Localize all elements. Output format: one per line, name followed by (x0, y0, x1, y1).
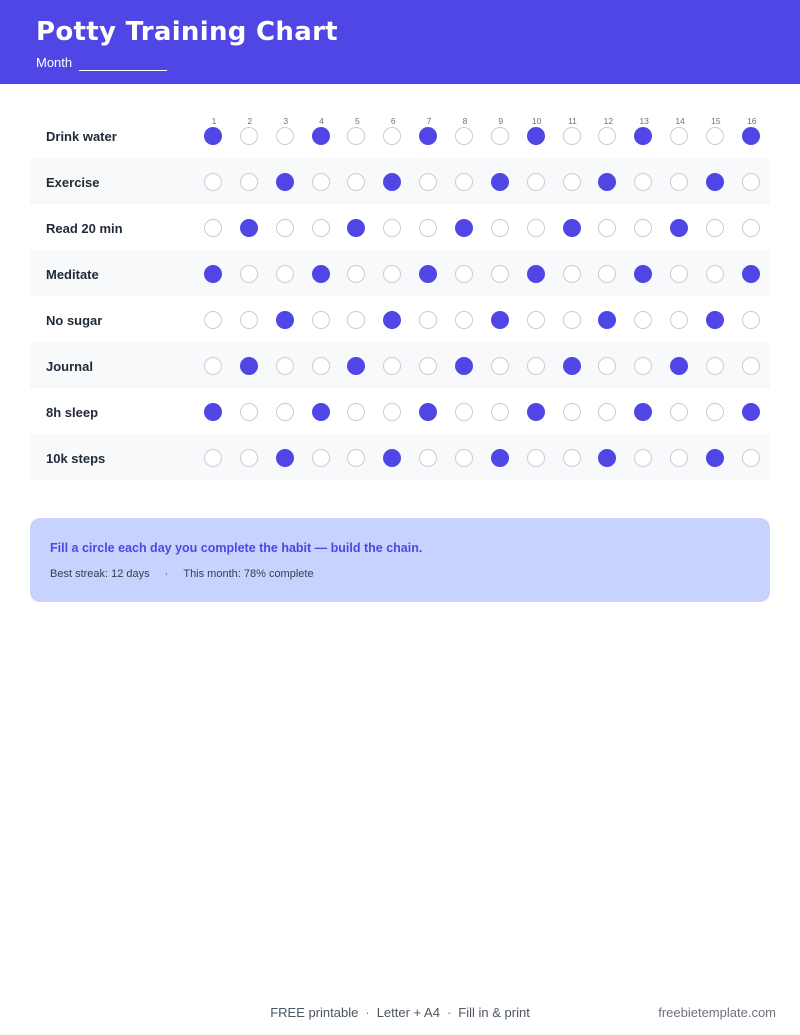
filled-day-circle[interactable] (240, 219, 258, 237)
empty-day-circle[interactable] (419, 173, 437, 191)
habit-label: Journal (46, 359, 93, 374)
day-number: 16 (747, 116, 757, 126)
habit-row (30, 296, 770, 342)
empty-day-circle[interactable] (383, 127, 401, 145)
empty-day-circle[interactable] (491, 219, 509, 237)
empty-day-circle[interactable] (742, 357, 760, 375)
filled-day-circle[interactable] (598, 173, 616, 191)
footer-site[interactable]: freebietemplate.com (658, 1005, 776, 1020)
filled-day-circle[interactable] (204, 403, 222, 421)
filled-day-circle[interactable] (706, 173, 724, 191)
empty-day-circle[interactable] (276, 127, 294, 145)
filled-day-circle[interactable] (383, 449, 401, 467)
day-number: 14 (675, 116, 685, 126)
day-number: 4 (319, 116, 324, 126)
day-number: 7 (426, 116, 432, 126)
empty-day-circle[interactable] (634, 219, 652, 237)
empty-day-circle[interactable] (563, 311, 581, 329)
empty-day-circle[interactable] (670, 265, 688, 283)
filled-day-circle[interactable] (312, 265, 330, 283)
filled-day-circle[interactable] (383, 173, 401, 191)
habit-row (30, 158, 770, 204)
empty-day-circle[interactable] (312, 173, 330, 191)
habit-row (30, 112, 770, 158)
empty-day-circle[interactable] (276, 265, 294, 283)
filled-day-circle[interactable] (634, 127, 652, 145)
empty-day-circle[interactable] (312, 357, 330, 375)
habit-row (30, 204, 770, 250)
empty-day-circle[interactable] (634, 173, 652, 191)
habit-row (30, 434, 770, 480)
empty-day-circle[interactable] (383, 265, 401, 283)
filled-day-circle[interactable] (204, 265, 222, 283)
empty-day-circle[interactable] (527, 449, 545, 467)
empty-day-circle[interactable] (347, 311, 365, 329)
day-number: 12 (603, 116, 614, 126)
footer-item: Letter + A4 (376, 1005, 440, 1020)
empty-day-circle[interactable] (276, 357, 294, 375)
habit-label: Meditate (46, 267, 99, 282)
habit-label: Read 20 min (46, 221, 123, 236)
empty-day-circle[interactable] (670, 311, 688, 329)
day-number: 13 (639, 116, 649, 126)
empty-day-circle[interactable] (670, 127, 688, 145)
filled-day-circle[interactable] (419, 265, 437, 283)
note-stats (50, 568, 314, 580)
empty-day-circle[interactable] (312, 311, 330, 329)
filled-day-circle[interactable] (527, 127, 545, 145)
empty-day-circle[interactable] (240, 403, 258, 421)
filled-day-circle[interactable] (563, 219, 581, 237)
empty-day-circle[interactable] (742, 311, 760, 329)
empty-day-circle[interactable] (347, 173, 365, 191)
habit-label: Exercise (46, 175, 100, 190)
filled-day-circle[interactable] (527, 403, 545, 421)
filled-day-circle[interactable] (204, 127, 222, 145)
filled-day-circle[interactable] (742, 403, 760, 421)
footer-item: FREE printable (270, 1005, 359, 1020)
empty-day-circle[interactable] (383, 357, 401, 375)
empty-day-circle[interactable] (491, 127, 509, 145)
filled-day-circle[interactable] (240, 357, 258, 375)
habit-label: 8h sleep (46, 405, 99, 420)
filled-day-circle[interactable] (742, 127, 760, 145)
empty-day-circle[interactable] (347, 265, 365, 283)
habit-row (30, 342, 770, 388)
footer-separator: · (365, 1005, 370, 1020)
empty-day-circle[interactable] (670, 449, 688, 467)
empty-day-circle[interactable] (276, 403, 294, 421)
habit-row (30, 250, 770, 296)
filled-day-circle[interactable] (598, 311, 616, 329)
filled-day-circle[interactable] (383, 311, 401, 329)
empty-day-circle[interactable] (204, 311, 222, 329)
empty-day-circle[interactable] (240, 173, 258, 191)
empty-day-circle[interactable] (527, 219, 545, 237)
day-number: 11 (568, 116, 577, 126)
empty-day-circle[interactable] (706, 357, 724, 375)
day-number: 3 (283, 116, 289, 126)
empty-day-circle[interactable] (240, 265, 258, 283)
filled-day-circle[interactable] (670, 357, 688, 375)
empty-day-circle[interactable] (670, 403, 688, 421)
habit-label: Drink water (46, 129, 117, 144)
empty-day-circle[interactable] (527, 311, 545, 329)
month-label: Month (36, 55, 73, 70)
habit-label: 10k steps (46, 451, 106, 466)
filled-day-circle[interactable] (347, 357, 365, 375)
empty-day-circle[interactable] (634, 311, 652, 329)
empty-day-circle[interactable] (706, 265, 724, 283)
filled-day-circle[interactable] (455, 219, 473, 237)
empty-day-circle[interactable] (563, 403, 581, 421)
empty-day-circle[interactable] (204, 173, 222, 191)
page-title: Potty Training Chart (36, 17, 338, 47)
empty-day-circle[interactable] (742, 173, 760, 191)
empty-day-circle[interactable] (419, 357, 437, 375)
day-number: 5 (355, 116, 360, 126)
empty-day-circle[interactable] (742, 219, 760, 237)
footer-item: Fill in & print (458, 1005, 530, 1020)
empty-day-circle[interactable] (383, 219, 401, 237)
empty-day-circle[interactable] (706, 219, 724, 237)
filled-day-circle[interactable] (670, 219, 688, 237)
empty-day-circle[interactable] (491, 403, 509, 421)
best-streak: Best streak: 12 days (50, 568, 150, 580)
empty-day-circle[interactable] (347, 403, 365, 421)
habit-row (30, 388, 770, 434)
empty-day-circle[interactable] (240, 449, 258, 467)
empty-day-circle[interactable] (527, 173, 545, 191)
day-number: 10 (531, 116, 542, 126)
day-number: 6 (390, 116, 396, 126)
filled-day-circle[interactable] (276, 449, 294, 467)
month-blank-line[interactable] (79, 70, 167, 71)
empty-day-circle[interactable] (563, 449, 581, 467)
empty-day-circle[interactable] (563, 265, 581, 283)
empty-day-circle[interactable] (527, 357, 545, 375)
empty-day-circle[interactable] (598, 357, 616, 375)
empty-day-circle[interactable] (670, 173, 688, 191)
empty-day-circle[interactable] (563, 173, 581, 191)
stats-separator: · (164, 568, 169, 580)
empty-day-circle[interactable] (598, 265, 616, 283)
day-number: 15 (711, 116, 721, 126)
filled-day-circle[interactable] (563, 357, 581, 375)
empty-day-circle[interactable] (491, 357, 509, 375)
empty-day-circle[interactable] (598, 403, 616, 421)
header-banner (0, 0, 800, 84)
empty-day-circle[interactable] (312, 219, 330, 237)
empty-day-circle[interactable] (706, 127, 724, 145)
day-number: 8 (462, 116, 468, 126)
note-instruction: Fill a circle each day you complete the habit — build the chain. (50, 541, 423, 555)
empty-day-circle[interactable] (706, 403, 724, 421)
filled-day-circle[interactable] (706, 449, 724, 467)
filled-day-circle[interactable] (491, 173, 509, 191)
empty-day-circle[interactable] (455, 403, 473, 421)
day-number: 9 (498, 116, 504, 126)
empty-day-circle[interactable] (419, 219, 437, 237)
empty-day-circle[interactable] (204, 219, 222, 237)
empty-day-circle[interactable] (240, 127, 258, 145)
info-note (30, 518, 770, 602)
filled-day-circle[interactable] (491, 311, 509, 329)
filled-day-circle[interactable] (527, 265, 545, 283)
day-number: 1 (211, 116, 217, 126)
empty-day-circle[interactable] (240, 311, 258, 329)
empty-day-circle[interactable] (312, 449, 330, 467)
empty-day-circle[interactable] (563, 127, 581, 145)
empty-day-circle[interactable] (491, 265, 509, 283)
empty-day-circle[interactable] (419, 449, 437, 467)
empty-day-circle[interactable] (276, 219, 294, 237)
filled-day-circle[interactable] (742, 265, 760, 283)
filled-day-circle[interactable] (419, 403, 437, 421)
empty-day-circle[interactable] (455, 127, 473, 145)
empty-day-circle[interactable] (634, 449, 652, 467)
filled-day-circle[interactable] (419, 127, 437, 145)
empty-day-circle[interactable] (419, 311, 437, 329)
filled-day-circle[interactable] (598, 449, 616, 467)
empty-day-circle[interactable] (204, 449, 222, 467)
month-completion: This month: 78% complete (183, 568, 314, 580)
month-field (36, 55, 167, 70)
filled-day-circle[interactable] (276, 311, 294, 329)
empty-day-circle[interactable] (455, 449, 473, 467)
filled-day-circle[interactable] (634, 265, 652, 283)
empty-day-circle[interactable] (204, 357, 222, 375)
empty-day-circle[interactable] (455, 265, 473, 283)
empty-day-circle[interactable] (383, 403, 401, 421)
filled-day-circle[interactable] (491, 449, 509, 467)
empty-day-circle[interactable] (598, 219, 616, 237)
empty-day-circle[interactable] (742, 449, 760, 467)
filled-day-circle[interactable] (312, 127, 330, 145)
footer-separator: · (446, 1005, 452, 1020)
day-number: 2 (247, 116, 253, 126)
habit-label: No sugar (46, 313, 103, 328)
empty-day-circle[interactable] (598, 127, 616, 145)
filled-day-circle[interactable] (276, 173, 294, 191)
empty-day-circle[interactable] (455, 173, 473, 191)
empty-day-circle[interactable] (347, 127, 365, 145)
filled-day-circle[interactable] (706, 311, 724, 329)
filled-day-circle[interactable] (312, 403, 330, 421)
empty-day-circle[interactable] (634, 357, 652, 375)
empty-day-circle[interactable] (347, 449, 365, 467)
filled-day-circle[interactable] (455, 357, 473, 375)
filled-day-circle[interactable] (634, 403, 652, 421)
filled-day-circle[interactable] (347, 219, 365, 237)
empty-day-circle[interactable] (455, 311, 473, 329)
